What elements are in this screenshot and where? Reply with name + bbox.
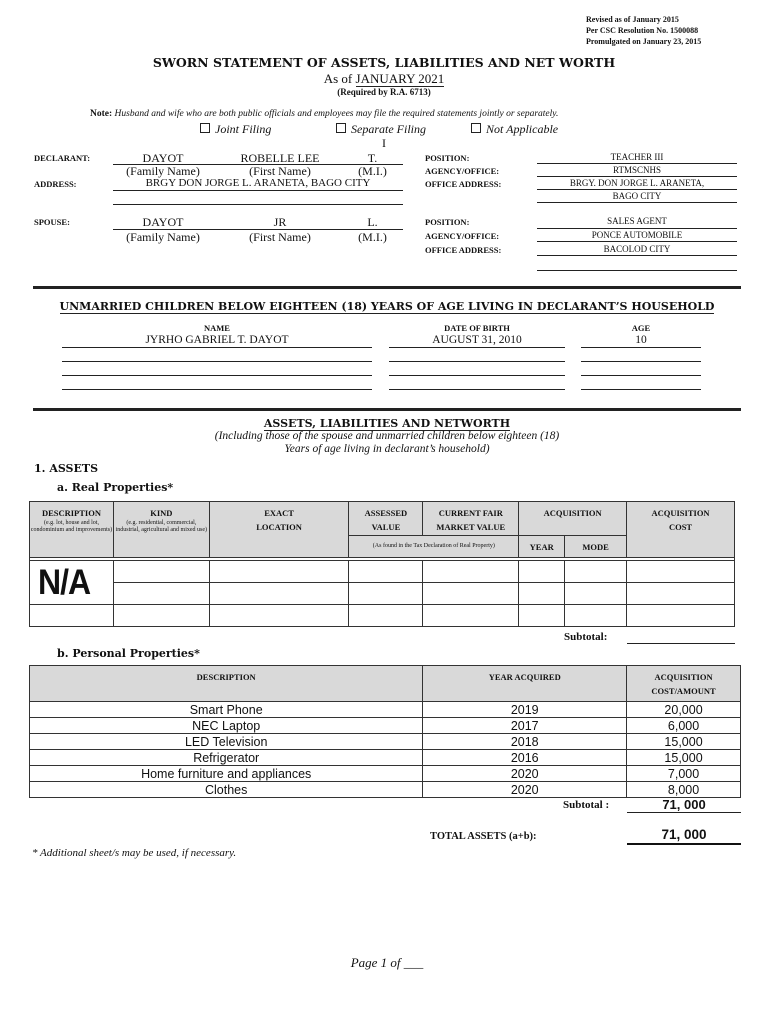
spouse-mi-caption: (M.I.) [358,230,387,244]
children-title-text: UNMARRIED CHILDREN BELOW EIGHTEEN (18) YEARS OF AGE LIVING IN DECLARANT’S HOUSEHOLD [59,300,715,313]
children-age-header: AGE [631,323,651,333]
separate-filing-checkbox[interactable] [336,123,346,133]
page-number: Page 1 of ___ [350,955,424,970]
table-row [30,766,741,782]
declarant-first-name: ROBELLE LEE [240,151,320,165]
spouse-family-caption: (Family Name) [126,230,200,244]
joint-filing-checkbox[interactable] [200,123,210,133]
pp-col-cost-2: COST/AMOUNT [651,686,716,696]
resolution-text: Per CSC Resolution No. 1500088 [586,26,699,35]
real-col-acq-cost-2: COST [668,522,693,532]
personal-properties-table [29,665,741,798]
pp-cost: 15,000 [627,734,741,750]
pp-cost: 7,000 [627,766,741,782]
joint-filing-label: Joint Filing [215,122,272,136]
pp-col-year-label: YEAR ACQUIRED [488,672,561,682]
table-row [30,718,741,734]
pp-desc: Home furniture and appliances [30,766,423,782]
declarant-family-name: DAYOT [142,151,184,165]
declarant-office-address-label: OFFICE ADDRESS: [425,179,502,189]
address-label: ADDRESS: [34,179,77,189]
real-col-location-label: LOCATION [256,522,302,532]
total-assets-value: 71, 000 [661,827,707,842]
pp-year: 2016 [423,750,627,766]
declarant-agency-label: AGENCY/OFFICE: [425,166,500,176]
alnw-title [0,417,768,430]
spouse-position-label: POSITION: [425,217,470,227]
real-na-text: N/A [38,562,91,602]
real-col-current [423,502,519,536]
note-line [90,109,558,119]
required-by: (Required by R.A. 6713) [337,87,431,97]
real-col-mode [565,536,627,558]
as-of-date: JANUARY 2021 [355,71,445,86]
revision-info [586,14,701,47]
declarant-office-address-2: BAGO CITY [612,191,662,201]
declarant-family-caption: (Family Name) [126,164,200,178]
not-applicable-option[interactable] [471,122,558,137]
pp-year: 2020 [423,782,627,798]
pp-col-year [423,666,627,702]
total-assets-label: TOTAL ASSETS (a+b): [430,831,537,842]
declarant-position: TEACHER III [610,152,664,162]
pp-desc: NEC Laptop [30,718,423,734]
filing-marker: I [382,136,386,150]
real-col-assessed-label: ASSESSED [364,508,408,518]
spouse-label: SPOUSE: [34,217,70,227]
revised-text: Revised as of January 2015 [586,15,679,24]
table-row [30,702,741,718]
alnw-sub2: Years of age living in declarant’s household) [284,443,490,455]
pp-desc: Refrigerator [30,750,423,766]
pp-cost: 15,000 [627,750,741,766]
page-title: SWORN STATEMENT OF ASSETS, LIABILITIES AND NET WORTH [152,55,616,70]
table-row [30,750,741,766]
declarant-first-caption: (First Name) [249,164,311,178]
real-col-mode-label: MODE [582,541,609,552]
real-col-description-sub: (e.g. lot, house and lot, condominium and improvements) [30,520,113,533]
note-label: Note: [90,109,113,119]
not-applicable-checkbox[interactable] [471,123,481,133]
spouse-agency: PONCE AUTOMOBILE [591,230,683,240]
real-col-found-in-text: (As found in the Tax Declaration of Real Property) [372,543,495,549]
declarant-office-address-1: BRGY. DON JORGE L. ARANETA, [569,178,705,188]
spouse-family-name: DAYOT [142,215,184,229]
as-of-line [0,71,768,87]
separate-filing-label: Separate Filing [351,122,426,136]
spouse-mi: L. [367,215,378,229]
real-col-found-in [349,536,519,558]
real-col-description [30,502,114,558]
real-col-location [209,502,349,558]
pp-desc: Clothes [30,782,423,798]
children-dob-header: DATE OF BIRTH [444,323,510,333]
declarant-mi: T. [367,151,378,165]
additional-note: * Additional sheet/s may be used, if necessary. [32,847,237,859]
alnw-title-text: ASSETS, LIABILITIES AND NETWORTH [263,417,511,430]
declarant-address: BRGY DON JORGE L. ARANETA, BAGO CITY [145,177,371,189]
pp-desc: Smart Phone [30,702,423,718]
declarant-mi-caption: (M.I.) [358,164,387,178]
pp-year: 2019 [423,702,627,718]
real-col-market-label: MARKET VALUE [436,522,506,532]
spouse-first-caption: (First Name) [249,230,311,244]
pp-col-cost [627,666,741,702]
pp-year: 2017 [423,718,627,734]
declarant-label: DECLARANT: [34,153,91,163]
declarant-agency: RTMSCNHS [613,165,661,175]
joint-filing-option[interactable] [200,122,271,137]
children-name-header: NAME [204,323,230,333]
table-row [30,605,735,627]
real-col-kind [113,502,209,558]
real-col-year [519,536,565,558]
real-col-kind-sub: (e.g. residential, commercial, industrial, agricultural and mixed use) [115,520,208,533]
pp-col-description [30,666,423,702]
real-properties-heading: a. Real Properties* [57,481,174,494]
personal-subtotal-value: 71, 000 [662,797,706,812]
note-text: Husband and wife who are both public officials and employees may file the required statements jointly or separately. [114,109,559,119]
real-col-acq-cost [627,502,735,558]
real-col-assessed [349,502,423,536]
real-col-exact-label: EXACT [264,508,294,518]
child-name: JYRHO GABRIEL T. DAYOT [145,334,289,346]
real-col-current-label: CURRENT FAIR [438,508,503,518]
child-age: 10 [635,334,647,346]
table-row [30,583,735,605]
personal-properties-heading: b. Personal Properties* [57,647,200,660]
pp-year: 2018 [423,734,627,750]
spouse-agency-label: AGENCY/OFFICE: [425,231,500,241]
section-divider-2 [33,408,741,411]
pp-cost: 8,000 [627,782,741,798]
pp-year: 2020 [423,766,627,782]
spouse-position: SALES AGENT [607,216,667,226]
spouse-office-address-label: OFFICE ADDRESS: [425,245,502,255]
real-col-acquisition [519,502,627,536]
real-col-description-label: DESCRIPTION [41,508,101,518]
pp-col-cost-1: ACQUISITION [654,672,713,682]
separate-filing-option[interactable] [336,122,426,137]
table-row [30,782,741,798]
assets-heading: 1. ASSETS [34,462,99,475]
declarant-position-label: POSITION: [425,153,470,163]
pp-col-description-label: DESCRIPTION [196,672,256,682]
real-col-kind-label: KIND [150,508,173,518]
real-col-year-label: YEAR [529,541,554,552]
alnw-sub1: (Including those of the spouse and unmarried children below eighteen (18) [214,430,560,442]
table-row [30,734,741,750]
real-na-cell [30,561,114,605]
children-title [0,300,768,313]
pp-cost: 20,000 [627,702,741,718]
promulgated-text: Promulgated on January 23, 2015 [586,37,702,46]
as-of-prefix: As of [323,71,353,86]
not-applicable-label: Not Applicable [486,122,559,136]
real-col-acquisition-label: ACQUISITION [543,508,602,518]
real-col-acq-cost-1: ACQUISITION [651,508,710,518]
table-row [30,561,735,583]
spouse-office-address: BACOLOD CITY [603,244,671,254]
real-properties-table [29,501,735,627]
real-col-value-label: VALUE [371,522,401,532]
personal-subtotal-label: Subtotal : [563,799,610,811]
pp-cost: 6,000 [627,718,741,734]
child-dob: AUGUST 31, 2010 [432,334,522,346]
section-divider [33,286,741,289]
spouse-first-name: JR [273,215,287,229]
pp-desc: LED Television [30,734,423,750]
real-subtotal-label: Subtotal: [564,631,608,643]
